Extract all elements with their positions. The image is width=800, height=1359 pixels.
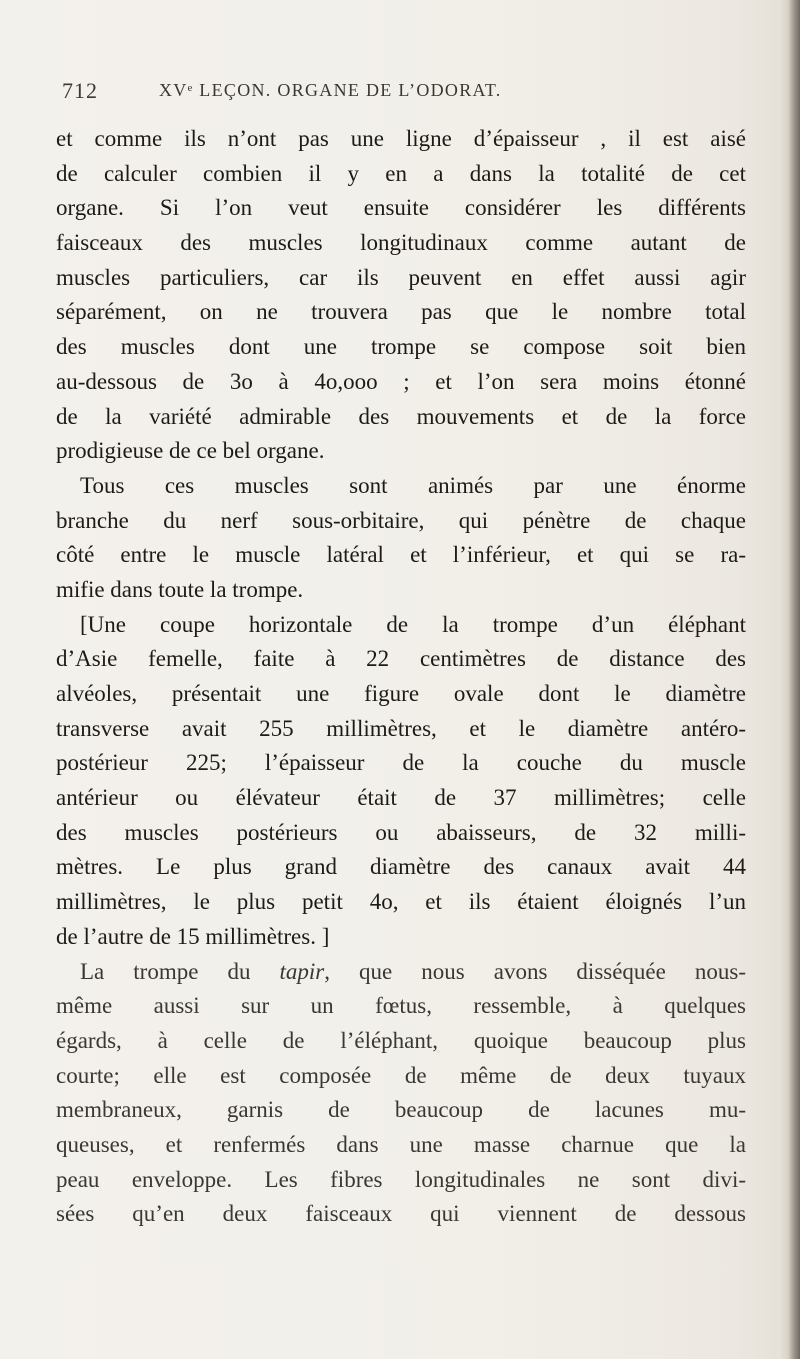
text-line: organe. Si l’on veut ensuite considérer les différents	[56, 195, 746, 221]
text-line: de l’autre de 15 millimètres. ]	[56, 923, 330, 949]
text-line: égards, à celle de l’éléphant, quoique beaucoup plus	[56, 1027, 746, 1053]
text-line: transverse avait 255 millimètres, et le diamètre antéro-	[56, 715, 746, 741]
text-line: Tous ces muscles sont animés par une énorme	[80, 472, 746, 498]
body-text	[56, 122, 746, 1232]
page-header	[62, 78, 682, 108]
text-fragment: La trompe du	[80, 958, 280, 984]
text-line: prodigieuse de ce bel organe.	[56, 438, 325, 464]
running-head: XVᵉ LEÇON. ORGANE DE L’ODORAT.	[159, 80, 502, 100]
page-edge-shadow	[780, 0, 800, 1359]
text-line: même aussi sur un fœtus, ressemble, à quelques	[56, 993, 746, 1019]
text-line: séparément, on ne trouvera pas que le nombre total	[56, 299, 746, 325]
text-fragment: , que nous avons disséquée nous-	[324, 958, 746, 984]
text-line: faisceaux des muscles longitudinaux comme autant de	[56, 230, 746, 256]
text-line: postérieur 225; l’épaisseur de la couche du muscle	[56, 750, 746, 776]
text-line: des muscles postérieurs ou abaisseurs, de 32 milli-	[56, 819, 746, 845]
text-line: muscles particuliers, car ils peuvent en effet aussi agir	[56, 264, 746, 290]
text-line: courte; elle est composée de même de deux tuyaux	[56, 1062, 746, 1088]
text-line: d’Asie femelle, faite à 22 centimètres de distance des	[56, 646, 746, 672]
text-line: sées qu’en deux faisceaux qui viennent de dessous	[56, 1201, 746, 1227]
text-line: de calculer combien il y en a dans la totalité de cet	[56, 160, 746, 186]
text-line: queuses, et renfermés dans une masse charnue que la	[56, 1131, 746, 1157]
text-line: millimètres, le plus petit 4o, et ils étaient éloignés l’un	[56, 889, 746, 915]
text-line: mifie dans toute la trompe.	[56, 576, 304, 602]
text-line: branche du nerf sous-orbitaire, qui pénètre de chaque	[56, 507, 746, 533]
text-line: membraneux, garnis de beaucoup de lacunes mu-	[56, 1097, 746, 1123]
page-number: 712	[62, 78, 98, 103]
text-line: alvéoles, présentait une figure ovale dont le diamètre	[56, 681, 746, 706]
text-line: au-dessous de 3o à 4o,ooo ; et l’on sera moins étonné	[56, 368, 746, 394]
text-line: de la variété admirable des mouvements et de la force	[56, 403, 746, 429]
text-line: peau enveloppe. Les fibres longitudinales ne sont divi-	[56, 1166, 746, 1192]
text-line: antérieur ou élévateur était de 37 millimètres; celle	[56, 785, 746, 811]
text-line: côté entre le muscle latéral et l’inférieur, et qui se ra-	[56, 542, 746, 568]
text-line: et comme ils n’ont pas une ligne d’épaisseur , il est aisé	[56, 126, 746, 151]
text-line-with-italic	[56, 955, 746, 990]
text-line: des muscles dont une trompe se compose soit bien	[56, 334, 746, 360]
text-line: mètres. Le plus grand diamètre des canaux avait 44	[56, 854, 746, 880]
italic-word-tapir: tapir	[279, 958, 325, 984]
text-line: [Une coupe horizontale de la trompe d’un éléphant	[80, 611, 746, 637]
